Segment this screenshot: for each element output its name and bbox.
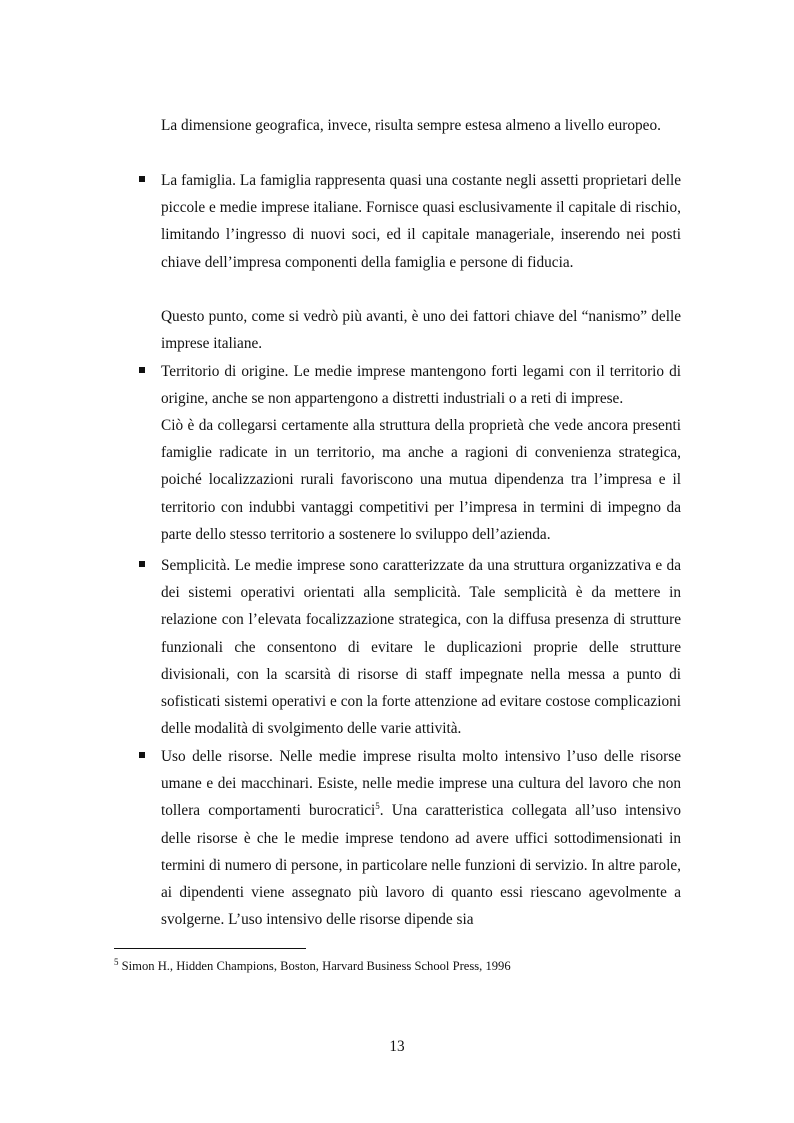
paragraph-semplicita: Semplicità. Le medie imprese sono caratterizzate da una struttura organizzativa e da dei sistemi operativi orientati alla semplicità. Tale semplicità è da mettere in relazione con l’elevata focalizzazione strategica, con la diffusa presenza di strutture funzionali che consentono di evitare le duplicazioni proprie delle strutture divisionali, con la scarsità di risorse di staff impegnate nella messa a punto di sofisticati sistemi operativi e con la forte attenzione ad evitare costose complicazioni delle modalità di svolgimento delle varie attività. (161, 557, 681, 738)
square-bullet-icon (139, 561, 145, 567)
paragraph-nanismo: Questo punto, come si vedrò più avanti, è uno dei fattori chiave del “nanismo” delle imprese italiane. (161, 308, 681, 353)
footnote-number: 5 (114, 956, 119, 967)
paragraph-territorio: Territorio di origine. Le medie imprese mantengono forti legami con il territorio di origine, anche se non appartengono a distretti industriali o a reti di imprese. (161, 363, 681, 408)
footnote-text: Simon H., Hidden Champions, Boston, Harvard Business School Press, 1996 (118, 959, 511, 973)
paragraph-uso-risorse-part1: Uso delle risorse. Nelle medie imprese risulta molto intensivo l’uso delle risorse umane e dei macchinari. Esiste, nelle medie imprese una cultura del lavoro che non tollera comportamenti burocratici (161, 748, 681, 820)
paragraph-famiglia: La famiglia. La famiglia rappresenta quasi una costante negli assetti proprietari delle piccole e medie imprese italiane. Fornisce quasi esclusivamente il capitale di rischio, limitando l’ingresso di nuovi soci, ed il capitale manageriale, inserendo nei posti chiave dell’impresa componenti della famiglia e persone di fiducia. (161, 172, 681, 271)
intro-paragraph: La dimensione geografica, invece, risulta sempre estesa almeno a livello europeo. (161, 117, 661, 134)
square-bullet-icon (139, 752, 145, 758)
footnote-reference: 5 (375, 801, 380, 812)
paragraph-uso-risorse (161, 743, 681, 933)
paragraph-uso-risorse-part2: . Una caratteristica collegata all’uso intensivo delle risorse è che le medie imprese tendono ad avere uffici sottodimensionati in termini di numero di persone, in particolare nelle funzioni di servizio. In altre parole, ai dipendenti viene assegnato più lavoro di quanto essi riescano agevolmente a svolgerne. L’uso intensivo delle risorse dipende sia (161, 802, 682, 929)
paragraph-territorio-detail: Ciò è da collegarsi certamente alla struttura della proprietà che vede ancora presenti famiglie radicate in un territorio, ma anche a ragioni di convenienza strategica, poiché localizzazioni rurali favoriscono una mutua dipendenza tra l’impresa e il territorio con indubbi vantaggi competitivi per l’impresa in termini di impegno da parte dello stesso territorio a sostenere lo sviluppo dell’azienda. (161, 417, 681, 543)
square-bullet-icon (139, 367, 145, 373)
footnote-divider (114, 948, 306, 949)
square-bullet-icon (139, 176, 145, 182)
page-number: 13 (389, 1038, 405, 1055)
footnote (114, 956, 511, 974)
